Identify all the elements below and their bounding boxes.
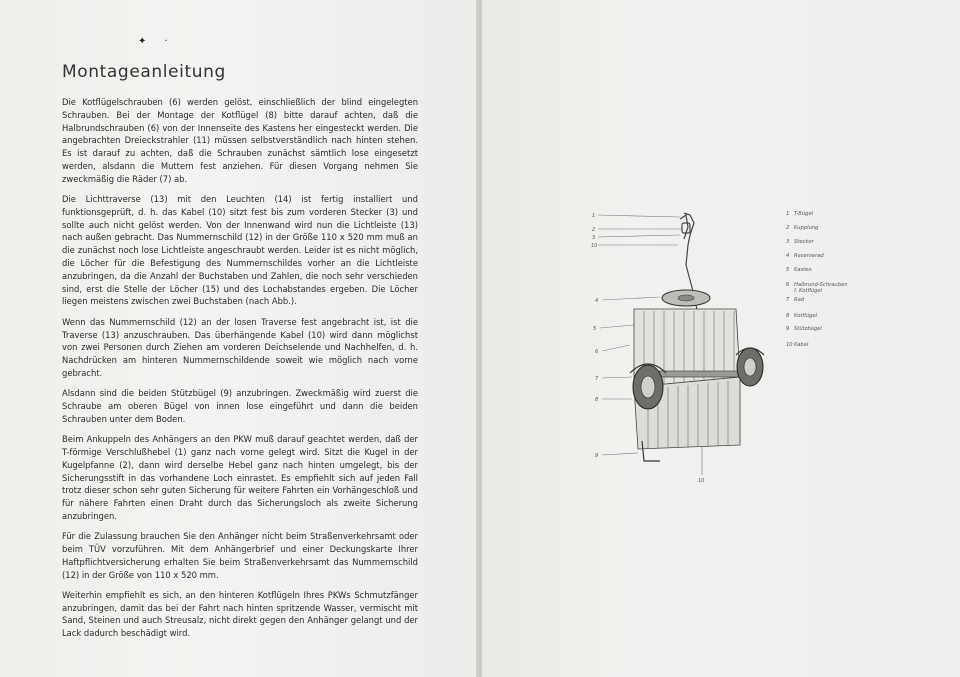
page-title: Montageanleitung	[62, 62, 226, 82]
callout-5: 5	[593, 326, 597, 332]
trailer-illustration	[590, 205, 780, 490]
legend-item: 5 Kasten	[786, 267, 812, 273]
frame-rail	[650, 371, 742, 377]
paragraph-light-bar: Die Lichttraverse (13) mit den Leuchten (14) ist fertig installiert und funktionsgeprüft, d. h. das Kabel (10) sitzt fest bis zum vorderen Stecker (3) und sollte auch nicht gelöst werden. Von der Innenwand wird nun die Lichtleiste (13) nach außen gebracht. Das Nummernschild (12) in der Größe 110 x 520 mm muß an die zunächst noch lose Lichtleiste angeschraubt werden. Leider ist es nicht möglich, die Löcher für die Befestigung des Nummernschildes vorher an die Lichtleiste anzubringen, da die Anzahl der Buchstaben und Zahlen, die noch sehr verschieden sind, erst die Stelle der Löcher (15) und des Lochabstandes ergeben. Die Löcher liegen meistens zwischen zwei Buchstaben (nach Abb.).	[62, 194, 418, 307]
legend-item: 8 Kotflügel	[786, 313, 817, 319]
paragraph-coupling: Beim Ankuppeln des Anhängers an den PKW muß darauf geachtet werden, daß der T-förmige Verschlußhebel (1) ganz nach vorne gelegt wird. Sitzt die Kugel in der Kugelpfanne (2), dann wird derselbe Hebel ganz nach hinten umgelegt, bis der Sicherungsstift in das vorhandene Loch einrastet. Es empfiehlt sich auf jeden Fall trotz dieser schon sehr guten Sicherung für weitere Fahrten ein Vorhängeschloß und für nähere Fahrten einen Draht durch das Sicherungsloch als zweite Sicherung anzubringen.	[62, 434, 418, 521]
callout-7: 7	[595, 376, 599, 382]
spare-wheel	[662, 290, 710, 306]
legend-item: 7 Rad	[786, 297, 805, 303]
legend-item: 9 Stützbügel	[786, 326, 822, 332]
callout-4: 4	[595, 298, 599, 304]
left-wheel	[633, 365, 663, 409]
callout-6: 6	[595, 349, 599, 355]
instruction-text	[62, 96, 418, 648]
legend-item: 1 T-Bügel	[786, 211, 814, 217]
callout-2: 2	[592, 227, 596, 233]
legend-item: 2 Kupplung	[786, 225, 819, 231]
legend-item: 3 Stecker	[786, 239, 814, 245]
callout-10-top: 10	[591, 243, 598, 249]
callout-9: 9	[595, 453, 599, 459]
callout-10-bottom: 10	[698, 478, 705, 484]
legend-item: 4 Reserverad	[786, 253, 824, 259]
paragraph-license-plate: Wenn das Nummernschild (12) an der losen Traverse fest angebracht ist, ist die Traverse (13) anzuschrauben. Das überhängende Kabel (10) wird dann möglichst von zwei Personen durch Ziehen am vorderen Deichselende und Nachhelfen, d. h. Nachdrücken am hinteren Nummernschildende soweit wie möglich nach vorne gebracht.	[62, 316, 418, 378]
callout-1: 1	[592, 213, 596, 219]
left-page	[0, 0, 478, 677]
legend-item: 6 Halbrund-Schrauben f. Kotflügel	[786, 282, 848, 294]
paragraph-mud-flaps: Weiterhin empfiehlt es sich, an den hinteren Kotflügeln Ihres PKWs Schmutzfänger anzubringen, damit das bei der Fahrt nach hinten spritzende Wasser, vermischt mit Sand, Steinen und auch Streusalz, nicht direkt gegen den Anhänger gelangt und der Lack dadurch beschädigt wird.	[62, 589, 418, 639]
right-wheel	[737, 348, 763, 386]
callout-3: 3	[592, 235, 596, 241]
paragraph-mudguard-screws: Die Kotflügelschrauben (6) werden gelöst, einschließlich der blind eingelegten Schrauben. Bei der Montage der Kotflügel (8) bitte darauf achten, daß die Halbrundschrauben (6) von der Innenseite des Kastens her eingesteckt werden. Die angebrachten Dreieckstrahler (11) müssen selbstverständlich nach hinten stehen. Es ist darauf zu achten, daß die Schrauben zunächst sämtlich lose eingesetzt werden, alsdann die Muttern fest anziehen. Für diesen Vorgang nehmen Sie zweckmäßig die Räder (7) ab.	[62, 97, 418, 184]
paragraph-registration: Für die Zulassung brauchen Sie den Anhänger nicht beim Straßenverkehrsamt oder beim TÜV vorzuführen. Mit dem Anhängerbrief und einer Deckungskarte Ihrer Haftpflichtversicherung erhalten Sie beim Straßenverkehrsamt das Nummernschild (12) in der Größe von 110 x 520 mm.	[62, 531, 418, 580]
callout-8: 8	[595, 397, 599, 403]
trailer-drawing	[590, 205, 780, 490]
legend-item: 10Kabel	[786, 342, 809, 348]
ink-smudge: ✦‧	[138, 36, 186, 47]
paragraph-support-brackets: Alsdann sind die beiden Stützbügel (9) anzubringen. Zweckmäßig wird zuerst die Schraube am oberen Bügel von innen lose eingeführt und dann die beiden Schrauben unter dem Boden.	[62, 388, 418, 424]
